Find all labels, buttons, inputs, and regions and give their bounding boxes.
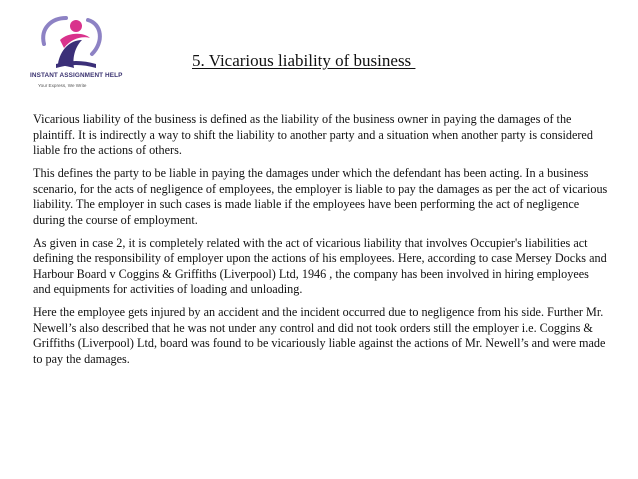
- logo-emblem-icon: [30, 14, 122, 72]
- paragraph-case-reference: As given in case 2, it is completely related with the act of vicarious liability that involves Occupier's liabilities act defining the responsibility of employer upon the actions of his employees. Here, according to case Mersey Docks and Harbour Board v Coggins & Griffiths (Liverpool) Ltd, 1946 , the company has been involved in hiring employees and equipments for activities of loading and unloading.: [33, 235, 607, 296]
- logo-tagline: Your Express, We Write: [38, 83, 87, 88]
- brand-logo: [30, 14, 122, 94]
- paragraph-case-outcome: Here the employee gets injured by an accident and the incident occurred due to negligence from his side. Further Mr. Newell’s also described that he was not under any control and did not took orders still the employer i.e. Coggins & Griffiths (Liverpool) Ltd, board was found to be vicariously liable against the actions of Mr. Newell’s and were made to pay the damages.: [33, 305, 606, 366]
- paragraph-definition: Vicarious liability of the business is defined as the liability of the business owner in paying the damages of the plaintiff. It is indirectly a way to shift the liability to another party and a situation when another party is considered liable fro the actions of others.: [33, 112, 593, 157]
- slide-title: 5. Vicarious liability of business: [192, 51, 416, 70]
- slide-body: [33, 112, 609, 375]
- paragraph-employer-liability: This defines the party to be liable in paying the damages under which the defendant has been acting. In a business scenario, for the acts of negligence of employees, the employer is liable to pay the damages as per the act of vicarious liability. The employer in such cases is made liable if the employees have been performing the act of negligence during the course of employment.: [33, 166, 608, 227]
- logo-name: INSTANT ASSIGNMENT HELP: [30, 72, 123, 79]
